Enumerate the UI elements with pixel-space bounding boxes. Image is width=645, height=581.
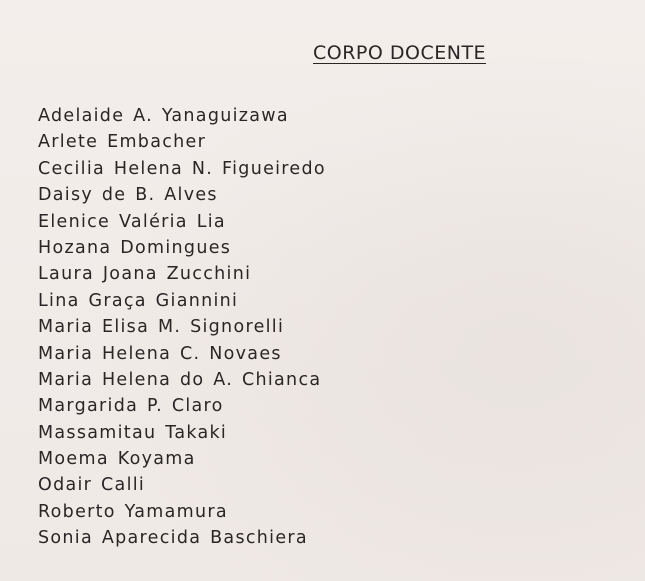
faculty-name: Arlete Embacher xyxy=(38,132,207,153)
faculty-name: Elenice Valéria Lia xyxy=(38,211,226,232)
faculty-name: Daisy de B. Alves xyxy=(38,185,218,206)
faculty-name: Margarida P. Claro xyxy=(38,396,224,417)
faculty-name: Sonia Aparecida Baschiera xyxy=(38,528,308,549)
faculty-name: Maria Elisa M. Signorelli xyxy=(38,317,285,338)
faculty-name: Lina Graça Giannini xyxy=(38,290,239,311)
faculty-name: Massamitau Takaki xyxy=(38,422,228,443)
faculty-name: Maria Helena C. Novaes xyxy=(38,343,282,364)
faculty-name: Odair Calli xyxy=(38,475,146,496)
faculty-name: Moema Koyama xyxy=(38,449,196,470)
faculty-name: Adelaide A. Yanaguizawa xyxy=(38,106,289,126)
faculty-name: Roberto Yamamura xyxy=(38,501,228,522)
faculty-list xyxy=(38,103,326,552)
faculty-name: Hozana Domingues xyxy=(38,237,232,258)
page-title: CORPO DOCENTE xyxy=(313,42,487,64)
faculty-name: Maria Helena do A. Chianca xyxy=(38,369,322,390)
faculty-name: Laura Joana Zucchini xyxy=(38,264,252,285)
faculty-name: Cecilia Helena N. Figueiredo xyxy=(38,158,326,179)
